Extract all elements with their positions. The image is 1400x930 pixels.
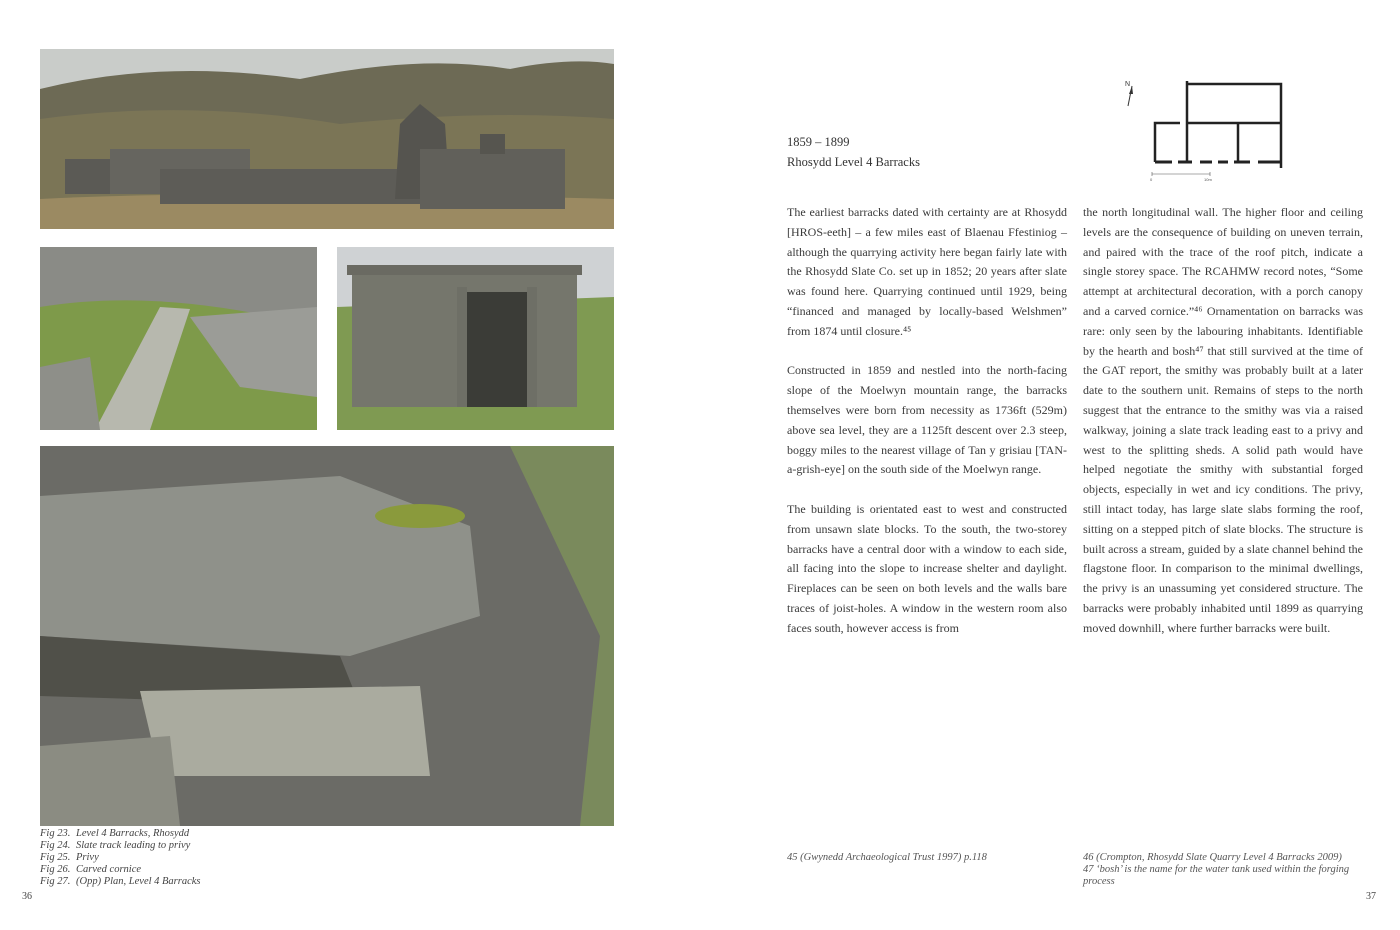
caption: Fig 24. Slate track leading to privy <box>40 840 191 851</box>
heading-title: Rhosydd Level 4 Barracks <box>787 155 920 169</box>
paragraph: The earliest barracks dated with certainty are at Rhosydd [HROS-eeth] – a few miles east of Blaenau Ffestiniog – although the quarrying activity here began fairly late with the Rhosydd Slate Co. set up in 1852; 20 years after slate was found here. Quarrying continued until 1929, being “financed and managed by locally-based Welshmen” from 1874 until closure.⁴⁵ <box>787 205 1067 338</box>
caption: Fig 23. Level 4 Barracks, Rhosydd <box>40 828 190 839</box>
paragraph: Constructed in 1859 and nestled into the north-facing slope of the Moelwyn mountain range, the barracks themselves were born from necessity as 1736ft (529m) above sea level, they are a 1125ft descent over 2.3 steep, boggy miles to the nearest village of Tan y grisiau [TAN-a-grish-eye] on the south side of the Moelwyn range. <box>787 363 1067 477</box>
photo-slate-track <box>40 247 317 430</box>
floor-plan <box>1120 78 1290 182</box>
photo-barracks-ruins <box>40 49 614 229</box>
section-heading <box>787 132 920 172</box>
scale-start-label: 0 <box>1150 177 1153 182</box>
footnotes-right <box>1083 852 1363 888</box>
paragraph: the north longitudinal wall. The higher floor and ceiling levels are the consequence of building on uneven terrain, and paired with the trace of the roof pitch, indicate a single storey space. The RCAHMW record notes, “Some attempt at architectural decoration, with a porch canopy and a carved cornice.”⁴⁶ Ornamentation on barracks was rare: only seen by the labouring inhabitants. Identifiable by the hearth and bosh⁴⁷ that still survived at the time of the GAT report, the smithy was probably built at a later date to the southern unit. Remains of steps to the north suggest that the entrance to the smithy was via a raised walkway, joining a slate track leading east to a privy and west to the splitting sheds. A solid path would have helped negotiate the smithy with substantial forged objects, especially in wet and icy conditions. The privy, still intact today, has large slate slabs forming the roof, sitting on a stepped pitch of slate blocks. The structure is built across a stream, guided by a slate channel behind the flagstone floor. In comparison to the minimal dwellings, the privy is an unassuming yet considered structure. The barracks were probably inhabited until 1899 as quarrying moved downhill, where further barracks were built. <box>1083 205 1363 635</box>
paragraph: The building is orientated east to west and constructed from unsawn slate blocks. To the south, the two-storey barracks have a central door with a window to each side, all facing into the slope to increase shelter and daylight. Fireplaces can be seen on both levels and the walls bare traces of joist-holes. A window in the western room also faces south, however access is from <box>787 501 1067 635</box>
north-arrow-icon <box>1125 81 1133 106</box>
caption: Fig 27. (Opp) Plan, Level 4 Barracks <box>40 876 201 887</box>
body-column-left <box>787 203 1067 658</box>
caption: Fig 25. Privy <box>40 852 99 863</box>
photo-carved-cornice <box>40 446 614 826</box>
footnote-47: 47 ‘bosh’ is the name for the water tank used within the forging process <box>1083 864 1350 887</box>
north-label: N <box>1125 81 1131 88</box>
figure-captions <box>40 828 440 888</box>
page-number-left: 36 <box>22 891 32 902</box>
scale-end-label: 10m <box>1204 177 1212 182</box>
footnote-45: 45 (Gwynedd Archaeological Trust 1997) p.118 <box>787 852 987 863</box>
footnote-46: 46 (Crompton, Rhosydd Slate Quarry Level 4 Barracks 2009) <box>1083 852 1342 863</box>
body-column-right <box>1083 203 1363 658</box>
heading-dates: 1859 – 1899 <box>787 135 850 149</box>
caption: Fig 26. Carved cornice <box>40 864 142 875</box>
page-number-right: 37 <box>1366 891 1376 902</box>
photo-privy <box>337 247 614 430</box>
